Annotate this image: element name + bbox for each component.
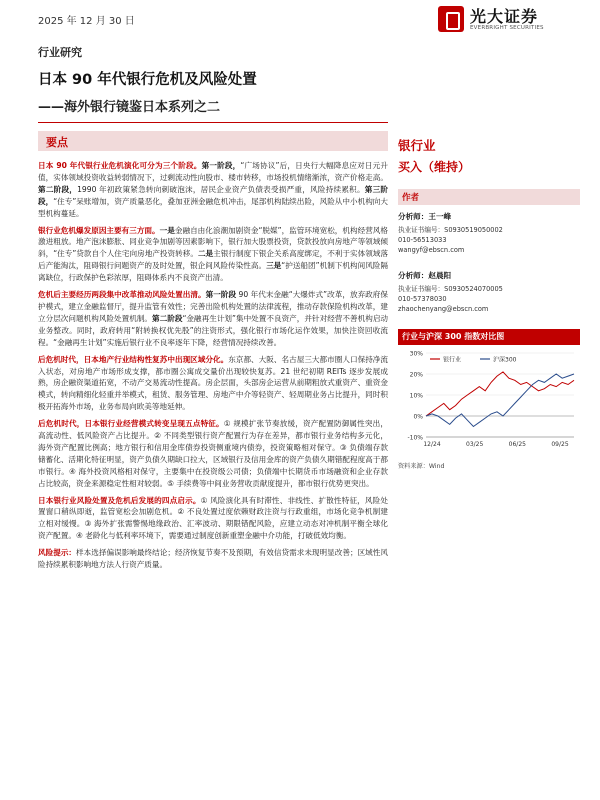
author-phone: 010-57378030 (398, 295, 447, 303)
summary-paragraph (38, 547, 388, 571)
x-tick-label: 12/24 (423, 441, 441, 448)
summary-paragraph (38, 354, 388, 414)
report-subtitle: ——海外银行镜鉴日本系列之二 (38, 100, 221, 115)
sidebar (398, 136, 580, 470)
y-tick-label: 30% (409, 350, 423, 358)
author-email[interactable]: wangyf@ebscn.com (398, 246, 465, 254)
series-line (426, 374, 574, 427)
rating-label: 买入（维持） (398, 160, 471, 174)
y-tick-label: 0% (413, 413, 423, 421)
report-title: 日本 90 年代银行危机及风险处置 (38, 72, 257, 88)
summary-paragraph (38, 160, 388, 220)
summary-header (38, 131, 388, 151)
industry-label: 银行业 (398, 138, 436, 153)
paragraph-text: “广场协议”后，日央行大幅降息应对日元升值，实体领域投资收益转弱情况下，过剩流动性向股市、楼市转移，市场投机情绪渐浓，资产价格走高。 (38, 161, 389, 182)
paragraph-emphasis: 一是 (159, 225, 175, 235)
paragraph-text: 主银行制度下银企关系高度绑定，不利于实体领域落后产能淘汰，阻碍银行问题资产的及时处置，银企间风险传染性高。 (38, 249, 389, 271)
paragraph-text: ① 规模扩张节奏放缓，资产配置防御属性突出，高流动性、低风险资产占比提升。② 不同类型银行资产配置行为存在差异，都市银行业务结构多元化，海外资产配置比例高；地方银行和信用金库债券投资侧重境内债券，投资策略相对保守。③ 负债端存款储蓄化、活期化特征明显，资产负债久期缺口拉大，区域银行及信用金库的资产负债久期错配程度高于都市银行。④ 海外投资风格相对保守，主要集中在投资级公司债；负债端中长期货币市场融资和企业存款占比较高，资金来源稳定性相对较弱。⑤ 手续费等中间业务营收贡献度提升，都市银行优势更突出。 (38, 419, 388, 488)
report-category: 行业研究 (38, 46, 82, 59)
company-logo (438, 4, 578, 38)
paragraph-text: “护送船团”机制下机构间风险隔离缺位，行政保护色彩浓厚，阻碍体系内不良资产出清。 (38, 261, 389, 283)
summary-paragraph (38, 495, 388, 543)
logo-english-name: EVERBRIGHT SECURITIES (470, 25, 544, 31)
y-tick-label: 10% (409, 392, 423, 400)
paragraph-text: “住专”呆账增加，资产质量恶化，叠加亚洲金融危机冲击，尾部机构陆续出险，风险从中小机构向大型机构蔓延。 (38, 196, 389, 218)
authors-heading: 作者 (402, 193, 420, 203)
paragraph-emphasis: 第二阶段， (38, 184, 78, 194)
paragraph-emphasis: 第一阶段 (205, 290, 237, 300)
series-line (426, 372, 574, 416)
paragraph-emphasis: 第一阶段， (201, 161, 241, 170)
paragraph-heading: 日本银行业风险处置及危机后发展的四点启示。 (38, 495, 201, 505)
author-phone: 010-56513033 (398, 236, 447, 244)
y-tick-label: 20% (409, 371, 423, 379)
author-name: 分析师：赵晨阳 (398, 271, 452, 280)
paragraph-text: “金融再生计划”集中处置不良资产，并针对经营不善机构启动业务整改。同时，政府转用“附转换权优先股”的注资形式，强化银行市场化运作效果，加快注资回收流程。“金融再生计划”实施后银行业不良率逐年下降，经营情况持续改善。 (38, 313, 389, 347)
paragraph-text: ① 风险演化具有时滞性、非线性、扩散性特征，风险处置窗口稍纵即逝，监管宽松会加剧危机。② 不良处置过度依赖财政注资与行政重组，市场化竞争机制建立相对缓慢。③ 海外扩张需警惕地缘政治、汇率波动、期限错配风险，应建立动态对冲机制平衡全球化资产配置。④ 老龄化与低利率环境下，需要通过制度创新重塑金融中介功能，打破低效均衡。 (38, 495, 389, 541)
chart-title: 行业与沪深 300 指数对比图 (402, 332, 505, 341)
logo-name: 光大证券 (470, 7, 539, 26)
paragraph-heading: 危机后主要经历两段集中改革推动风险处置出清。 (38, 290, 206, 300)
paragraph-emphasis: 三是 (266, 261, 282, 271)
paragraph-heading: 银行业危机爆发原因主要有三方面。 (38, 225, 160, 235)
paragraph-text: 1990 年初政策紧急转向刺破泡沫，居民企业资产负债表受损严重，风险持续累积。 (77, 184, 365, 194)
legend-label: 银行业 (443, 356, 462, 364)
chart-source: 资料来源：Wind (398, 463, 445, 470)
paragraph-heading: 风险提示： (38, 548, 77, 558)
author-cert: 执业证书编号：S0930519050002 (398, 226, 503, 234)
paragraph-text: 东京都、大阪、名古屋三大都市圈人口保持净流入状态，对房地产市场形成支撑，都市圈公寓成交量价出现较快复苏。21 世纪初期 REITs 逐步发展成熟，房企融资渠道拓宽，不动产交易流动性提高。房企层面，头部房企运营从前期粗放式重资产、重资金模式，转向精细化轻重并举模式，租赁、服务管理、房地产中介等轻资产、轻周期业务占比提升，同时积极开拓海外市场，业务布局向欧美等地延伸。 (38, 354, 389, 412)
y-tick-label: -10% (407, 434, 423, 442)
index-comparison-chart (398, 345, 580, 455)
summary-paragraph (38, 418, 388, 489)
paragraph-text: 90 年代末金融“大爆炸式”改革，放弃政府保护模式，建立金融监督厅，提升监管有效性；完善出险机构处置的法律流程，推动存款保险机构改革，建立分层次问题机构风险处置机制。 (38, 290, 389, 323)
title-divider (38, 122, 388, 123)
paragraph-text: 金融自由化浪潮加剧资金“脱媒”，监管环境宽松，机构经营风格激进粗放。地产泡沫膨胀、同业竞争加剧等因素影响下，银行加大股票投资，贷款投放向房地产等领域倾斜，“住专”贷款自个人住宅向房地产投资转移。 (38, 225, 389, 259)
author-block (398, 211, 580, 254)
x-tick-label: 03/25 (466, 441, 484, 448)
paragraph-emphasis: 二是 (197, 249, 214, 259)
paragraph-text: 样本选择偏误影响最终结论；经济恢复节奏不及预期，有效信贷需求未现明显改善；区域性风险持续累积影响地方法人行资产质量。 (38, 548, 388, 570)
authors-header (398, 189, 580, 205)
paragraph-heading: 后危机时代，日本地产行业结构性复苏中出现区域分化。 (38, 354, 229, 364)
paragraph-emphasis: 第二阶段 (152, 313, 183, 323)
author-cert: 执业证书编号：S0930524070005 (398, 285, 503, 293)
summary-paragraph (38, 225, 388, 285)
summary-heading: 要点 (46, 136, 68, 149)
x-tick-label: 06/25 (508, 441, 526, 448)
summary-body (38, 160, 388, 576)
report-date: 2025 年 12 月 30 日 (38, 16, 135, 27)
logo-icon (438, 6, 464, 32)
paragraph-emphasis: 第三阶段， (38, 184, 388, 206)
author-block (398, 270, 580, 313)
legend-label: 沪深300 (493, 356, 517, 364)
summary-paragraph (38, 289, 388, 349)
x-tick-label: 09/25 (551, 441, 569, 448)
author-name: 分析师：王一峰 (398, 212, 452, 221)
paragraph-heading: 后危机时代，日本银行业经营模式转变呈现五点特征。 (38, 419, 224, 429)
chart-header (398, 329, 580, 345)
paragraph-heading: 日本 90 年代银行业危机演化可分为三个阶段。 (38, 161, 202, 170)
author-email[interactable]: zhaochenyang@ebscn.com (398, 305, 489, 313)
